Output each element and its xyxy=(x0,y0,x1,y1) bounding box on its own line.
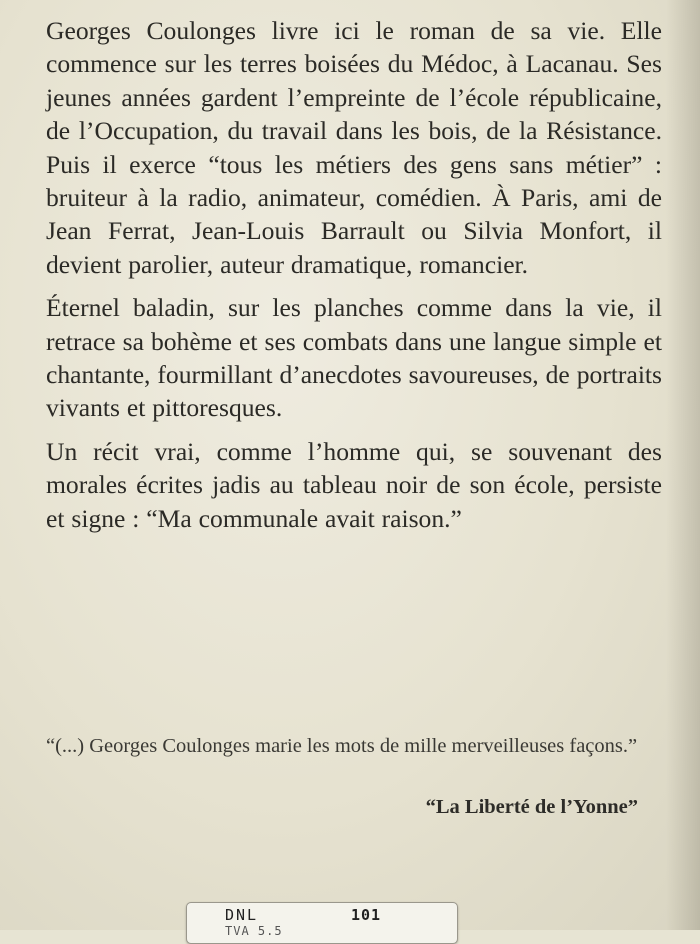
sticker-code: DNL xyxy=(225,906,259,924)
price-sticker xyxy=(186,902,458,944)
blurb-paragraph-2: Éternel baladin, sur les planches comme dans la vie, il retrace sa bohème et ses combats dans une langue simple et chantante, fourmillant d’anecdotes savoureuses, de portraits vivants et pittoresques. xyxy=(46,293,662,423)
page-edge-shadow xyxy=(666,0,700,930)
press-quote xyxy=(46,732,656,761)
sticker-subtext: TVA 5.5 xyxy=(225,924,283,938)
blurb-paragraph-3: Un récit vrai, comme l’homme qui, se souvenant des morales écrites jadis au tableau noir de son école, persiste et signe : “Ma communale avait raison.” xyxy=(46,436,662,533)
press-quote-text: “(...) Georges Coulonges marie les mots de mille merveilleuses façons.” xyxy=(46,735,638,757)
sticker-number: 101 xyxy=(351,906,382,924)
blurb-text xyxy=(46,14,662,535)
blurb-paragraph-1: Georges Coulonges livre ici le roman de sa vie. Elle commence sur les terres boisées du Médoc, à Lacanau. Ses jeunes années gardent l’empreinte de l’école républicaine, de l’Occupation, du travail dans les bois, de la Résistance. Puis il exerce “tous les métiers des gens sans métier” : bruiteur à la radio, animateur, comédien. À Paris, ami de Jean Ferrat, Jean-Louis Barrault ou Silvia Monfort, il devient parolier, auteur dramatique, romancier. xyxy=(46,16,662,279)
press-quote-source: “La Liberté de l’Yonne” xyxy=(425,796,638,818)
